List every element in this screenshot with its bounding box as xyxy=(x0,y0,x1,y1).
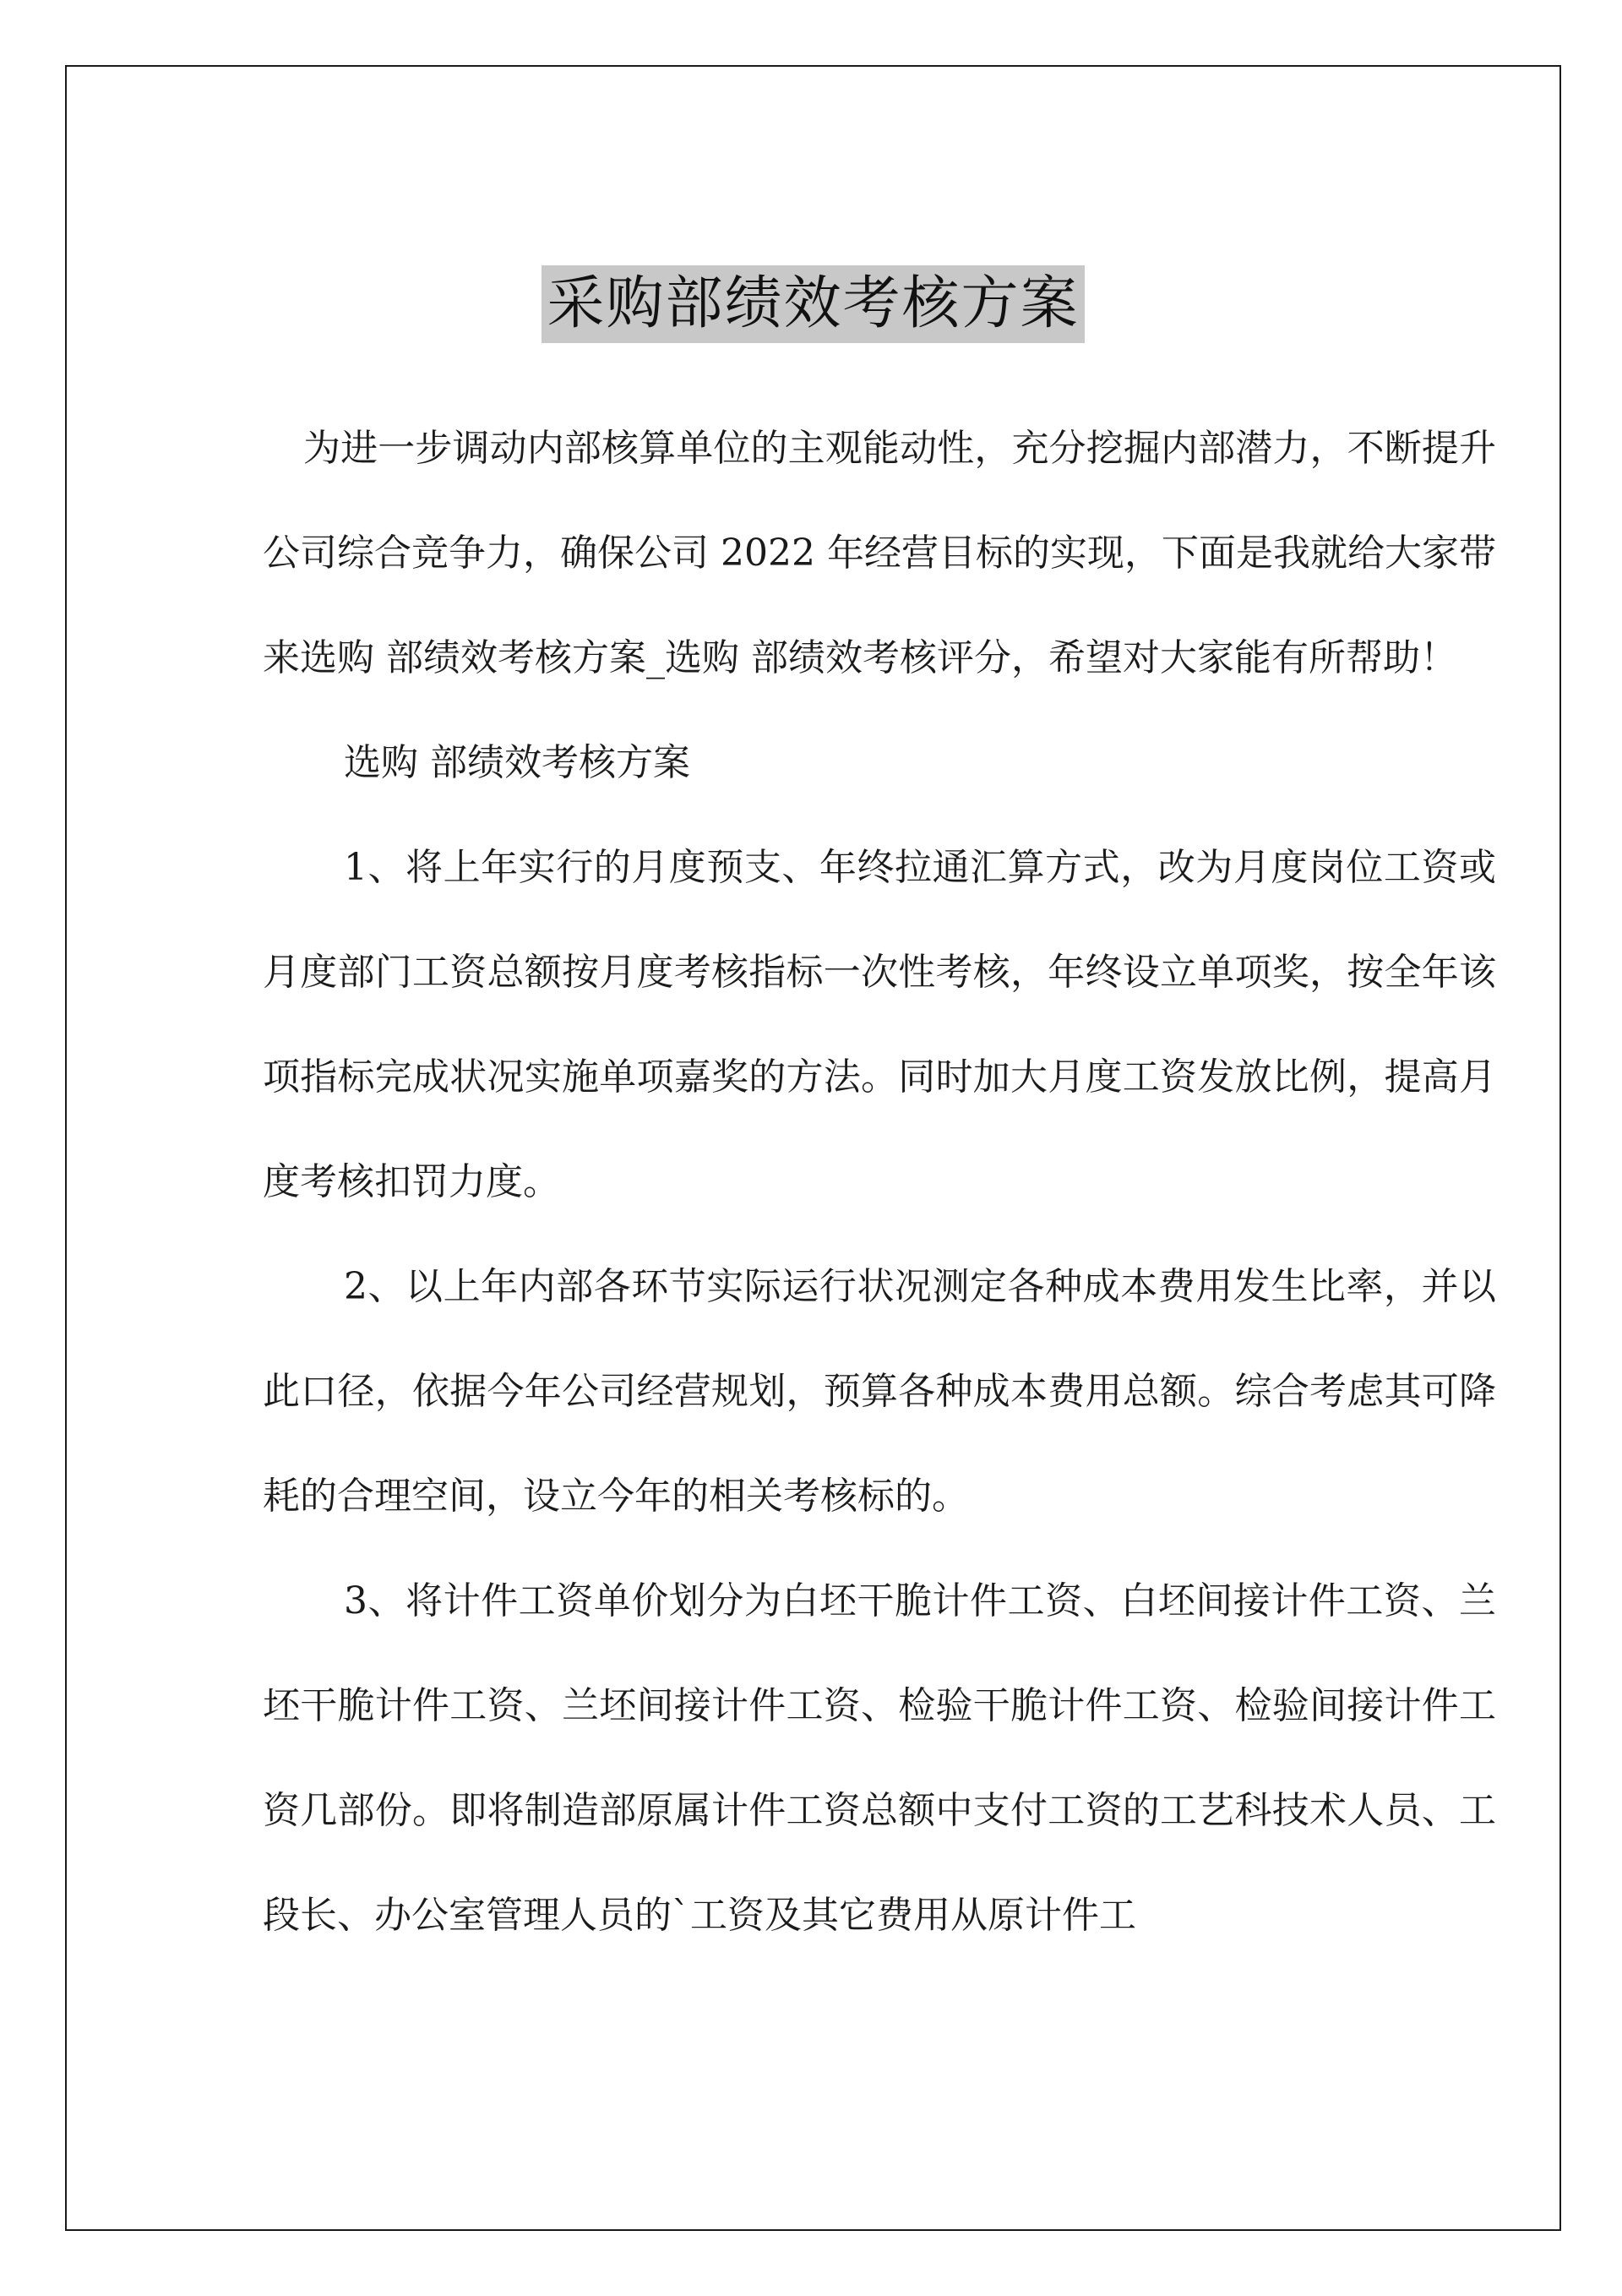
paragraph-intro: 为进一步调动内部核算单位的主观能动性，充分挖掘内部潜力，不断提升公司综合竞争力，确保公司 2022 年经营目标的实现，下面是我就给大家带来选购 部绩效考核方案_选购 部绩效考核评分，希望对大家能有所帮助！ xyxy=(263,427,1496,679)
paragraph-item-2: 2、以上年内部各环节实际运行状况测定各种成本费用发生比率，并以此口径，依据今年公司经营规划，预算各种成本费用总额。综合考虑其可降耗的合理空间，设立今年的相关考核标的。 xyxy=(263,1265,1496,1518)
title-container xyxy=(67,265,1559,343)
document-body xyxy=(263,396,1496,1968)
document-page xyxy=(65,65,1561,2231)
document-title: 采购部绩效考核方案 xyxy=(542,265,1084,343)
paragraph-item-3: 3、将计件工资单价划分为白坯干脆计件工资、白坯间接计件工资、兰坯干脆计件工资、兰坯间接计件工资、检验干脆计件工资、检验间接计件工资几部份。即将制造部原属计件工资总额中支付工资的工艺科技术人员、工段长、办公室管理人员的`工资及其它费用从原计件工 xyxy=(263,1579,1496,1937)
paragraph-item-1: 1、将上年实行的月度预支、年终拉通汇算方式，改为月度岗位工资或月度部门工资总额按月度考核指标一次性考核，年终设立单项奖，按全年该项指标完成状况实施单项嘉奖的方法。同时加大月度工资发放比例，提高月度考核扣罚力度。 xyxy=(263,846,1496,1203)
paragraph-section-heading: 选购 部绩效考核方案 xyxy=(344,741,690,784)
